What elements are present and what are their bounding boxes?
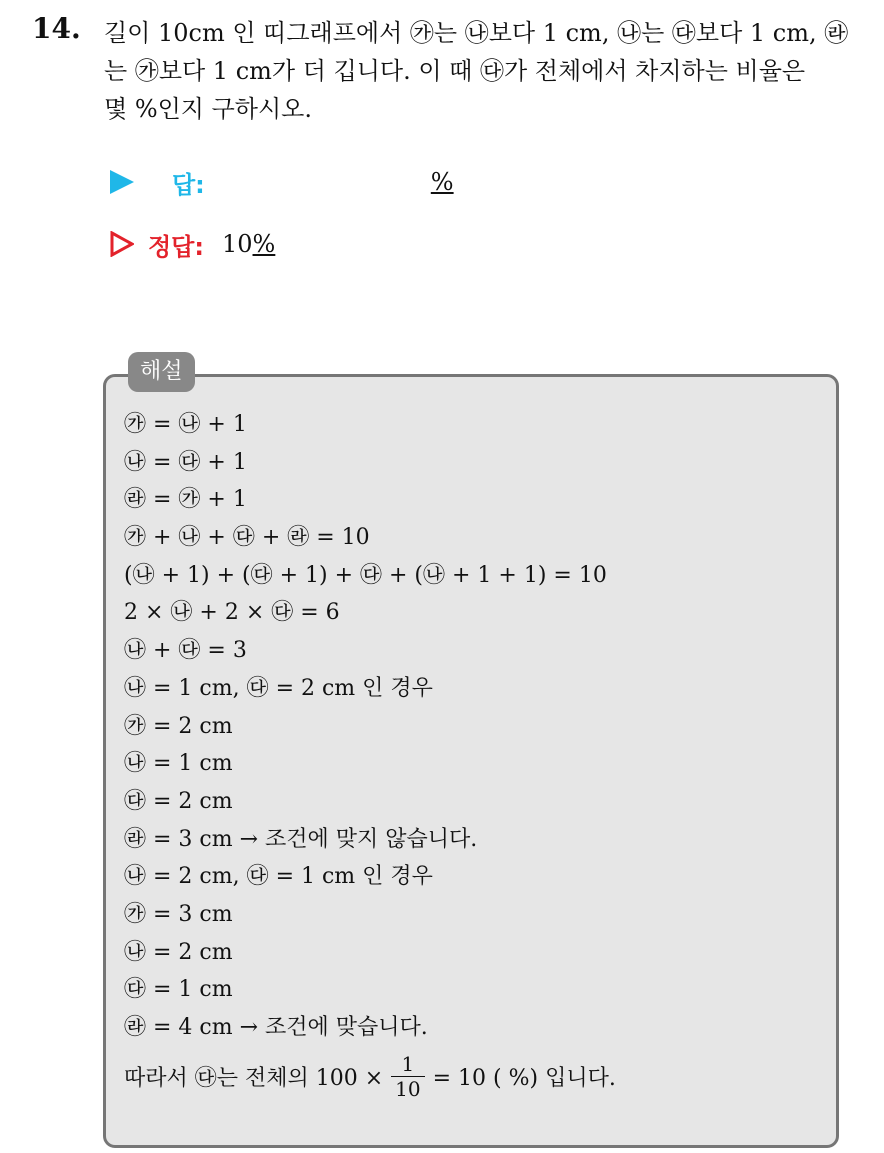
explanation-line: ㉰ = 1 cm	[124, 977, 233, 1003]
explanation-line: ㉱ = 4 cm → 조건에 맞습니다.	[124, 1015, 428, 1040]
explanation-line: ㉮ + ㉯ + ㉰ + ㉱ = 10	[124, 525, 370, 551]
explanation-line: ㉮ = 2 cm	[124, 713, 233, 739]
correct-answer-label: 정답:	[148, 232, 204, 261]
correct-answer-unit: %	[252, 230, 276, 258]
explanation-line: ㉰ = 2 cm	[124, 788, 233, 814]
conclusion-text-after: = 10 ( %) 입니다.	[432, 1066, 616, 1091]
fraction-numerator: 1	[401, 1052, 415, 1076]
explanation-line: ㉯ = 1 cm, ㉰ = 2 cm 인 경우	[124, 675, 433, 701]
question-line: 길이 10cm 인 띠그래프에서 ㉮는 ㉯보다 1 cm, ㉯는 ㉰보다 1 cm, ㉱	[104, 19, 849, 47]
explanation-line: ㉯ + ㉰ = 3	[124, 638, 247, 664]
outline-triangle-icon	[110, 231, 134, 257]
question-text	[104, 14, 864, 128]
correct-answer-row	[110, 224, 275, 264]
question-line: 는 ㉮보다 1 cm가 더 깁니다. 이 때 ㉰가 전체에서 차지하는 비율은	[104, 57, 806, 85]
explanation-line: 2 × ㉯ + 2 × ㉰ = 6	[124, 600, 340, 626]
explanation-line: ㉯ = ㉰ + 1	[124, 449, 247, 475]
explanation-line: ㉮ = 3 cm	[124, 901, 233, 927]
fraction	[391, 1052, 424, 1101]
fraction-denominator: 10	[391, 1076, 424, 1101]
correct-answer-value: 10	[221, 230, 253, 258]
explanation-line: ㉯ = 2 cm, ㉰ = 1 cm 인 경우	[124, 864, 433, 890]
answer-row	[110, 162, 454, 202]
explanation-line: (㉯ + 1) + (㉰ + 1) + ㉰ + (㉯ + 1 + 1) = 10	[124, 562, 607, 588]
explanation-line: ㉯ = 2 cm	[124, 939, 233, 965]
explanation-tag: 해설	[128, 352, 195, 392]
explanation-line: ㉯ = 1 cm	[124, 751, 233, 777]
answer-label: 답:	[172, 170, 205, 199]
explanation-lines	[124, 406, 824, 1047]
play-triangle-icon	[110, 170, 134, 194]
conclusion-line	[124, 1052, 616, 1101]
conclusion-text-before: 따라서 ㉰는 전체의 100 ×	[124, 1066, 384, 1091]
explanation-line: ㉱ = 3 cm → 조건에 맞지 않습니다.	[124, 826, 478, 852]
question-line: 몇 %인지 구하시오.	[104, 95, 312, 123]
answer-unit: %	[430, 168, 454, 196]
explanation-line: ㉱ = ㉮ + 1	[124, 487, 247, 513]
explanation-line: ㉮ = ㉯ + 1	[124, 412, 247, 437]
question-number: 14.	[32, 12, 81, 45]
